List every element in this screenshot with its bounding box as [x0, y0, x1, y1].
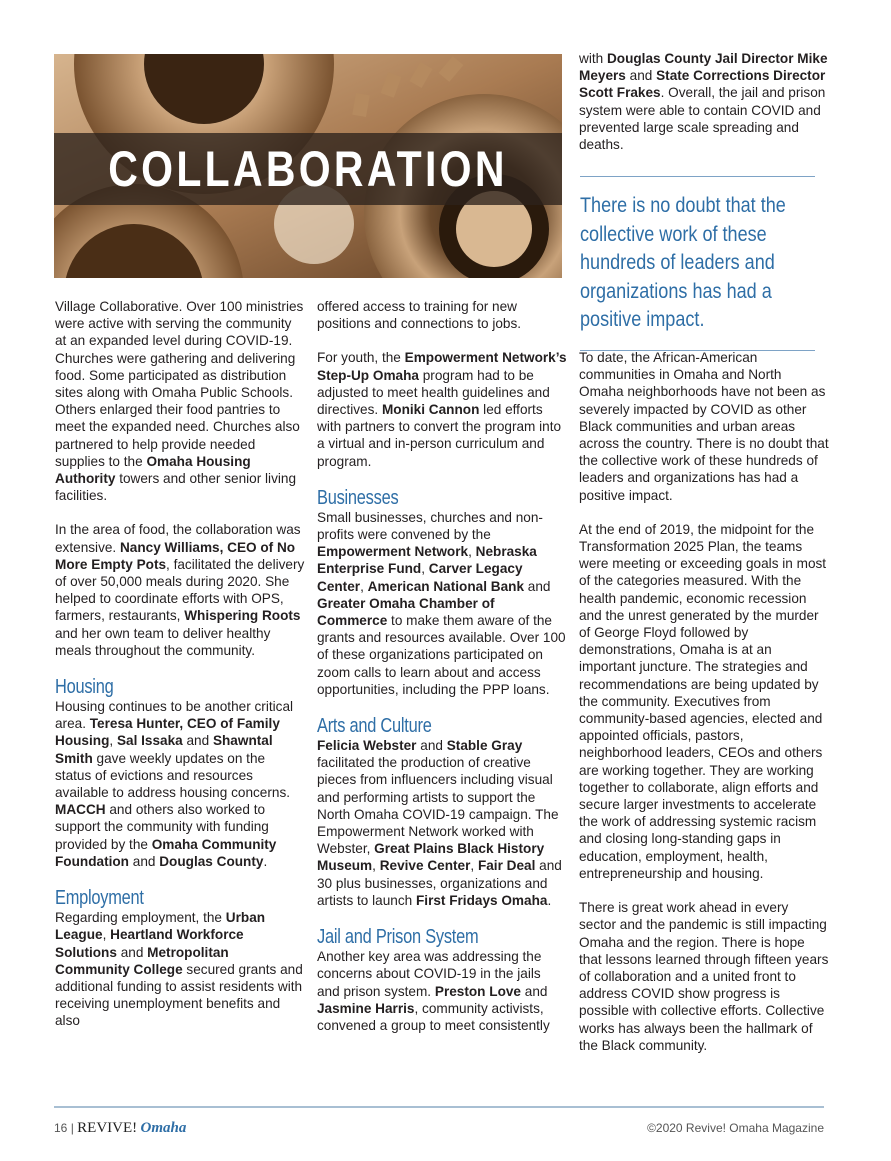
heading-businesses: Businesses — [317, 486, 399, 509]
paragraph-housing: Housing continues to be another critical area. Teresa Hunter, CEO of Family Housing, Sal Issaka and Shawntal Smith gave weekly updates on the status of evictions and resources available to address housing concerns. MACCH and others also worked to support the community with funding provided by the Omaha Community Foundation and Douglas County. — [55, 699, 294, 869]
page-number: 16 — [54, 1121, 68, 1135]
paragraph-to-date: To date, the African-American communities in Omaha and North Omaha neighborhoods have not been as severely impacted by COVID as other Black communities and urban areas across the country. There is no doubt that the collective work of these hundreds of leaders and organizations has had a positive impact. — [579, 350, 829, 503]
heading-employment: Employment — [55, 887, 144, 910]
paragraph-businesses: Small businesses, churches and non-profits were convened by the Empowerment Network, Nebraska Enterprise Fund, Carver Legacy Center, American National Bank and Greater Omaha Chamber of Commerce to make them aware of the grants and resources available. Over 100 of these organizations participated on zoom calls to learn about and access opportunities, including the PPP loans. — [317, 509, 566, 697]
brand-omaha: Omaha — [140, 1120, 187, 1136]
paragraph-youth: For youth, the Empowerment Network’s Step-Up Omaha program had to be adjusted to meet health guidelines and directives. Moniki Cannon led efforts with partners to convert the program into a virtual and in-person curriculum and program. — [317, 350, 567, 469]
pull-quote-top-rule — [580, 176, 815, 177]
column-1 — [55, 298, 305, 1047]
paragraph-training: offered access to training for new positions and connections to jobs. — [317, 299, 522, 332]
paragraph-jail-continued: with Douglas County Jail Director Mike Meyers and State Corrections Director Scott Frakes. Overall, the jail and prison system were able to contain COVID and prevented large scale spreading and deaths. — [579, 51, 828, 153]
paragraph-jail: Another key area was addressing the concerns about COVID-19 in the jails and prison system. Preston Love and Jasmine Harris, community activists, convened a group to meet consistently — [317, 949, 550, 1033]
paragraph-great-work: There is great work ahead in every sector and the pandemic is still impacting Omaha and the region. There is hope that lessons learned through fifteen years of collaboration and a united front to address COVID show progress is possible with collective efforts. Collective works has always been the hallmark of the Black community. — [579, 900, 829, 1053]
footer-separator: | — [70, 1121, 74, 1135]
footer-brand — [54, 1120, 186, 1137]
hero-banner — [54, 54, 562, 278]
page-title: COLLABORATION — [108, 141, 508, 197]
footer-rule — [54, 1106, 824, 1108]
copyright: ©2020 Revive! Omaha Magazine — [647, 1121, 824, 1135]
column-3-lower — [579, 349, 829, 1071]
paragraph-food: In the area of food, the collaboration was extensive. Nancy Williams, CEO of No More Empty Pots, facilitated the delivery of over 50,000 meals during 2020. She helped to coordinate efforts with OPS, farmers, restaurants, Whispering Roots and her own team to deliver healthy meals throughout the community. — [55, 522, 305, 658]
pull-quote — [580, 176, 815, 351]
paragraph-ministries: Village Collaborative. Over 100 ministries were active with serving the community at an expanded level during COVID-19. Churches were gathering and delivering food. Some participated as distribution sites along with Omaha Public Schools. Others enlarged their food pantries to meet the expanded need. Churches also partnered to help provide needed supplies to the Omaha Housing Authority towers and other senior living facilities. — [55, 299, 304, 504]
column-2 — [317, 298, 567, 1051]
heading-housing: Housing — [55, 676, 114, 699]
paragraph-transformation: At the end of 2019, the midpoint for the Transformation 2025 Plan, the teams were meeting or exceeding goals in most of the categories measured. With the health pandemic, economic recession and the unrest generated by the murder of George Floyd followed by demonstrations, Omaha is at an important juncture. The strategies and recommendations are being updated by the community. Executives from community-based agencies, elected and appointed officials, pastors, neighborhood leaders, CEOs and others are working together. They are working together to collaborate, align efforts and secure larger investments to accelerate the work of addressing systemic racism and closing long-standing gaps in education, employment, health, entrepreneurship and housing. — [579, 521, 827, 881]
heading-jail: Jail and Prison System — [317, 926, 479, 949]
paragraph-arts: Felicia Webster and Stable Gray facilitated the production of creative pieces from influencers including visual and performing artists to support the North Omaha COVID-19 campaign. The Empowerment Network worked with Webster, Great Plains Black History Museum, Revive Center, Fair Deal and 30 plus businesses, organizations and artists to launch First Fridays Omaha. — [317, 738, 562, 908]
heading-arts: Arts and Culture — [317, 715, 432, 738]
paragraph-employment: Regarding employment, the Urban League, Heartland Workforce Solutions and Metropolitan Community College secured grants and additional funding to assist residents with receiving unemployment benefits and also — [55, 910, 303, 1029]
brand-revive: REVIVE! — [77, 1120, 138, 1136]
pull-quote-text: There is no doubt that the collective work of these hundreds of leaders and organizations has had a positive impact. — [580, 193, 786, 332]
column-3 — [579, 50, 829, 170]
